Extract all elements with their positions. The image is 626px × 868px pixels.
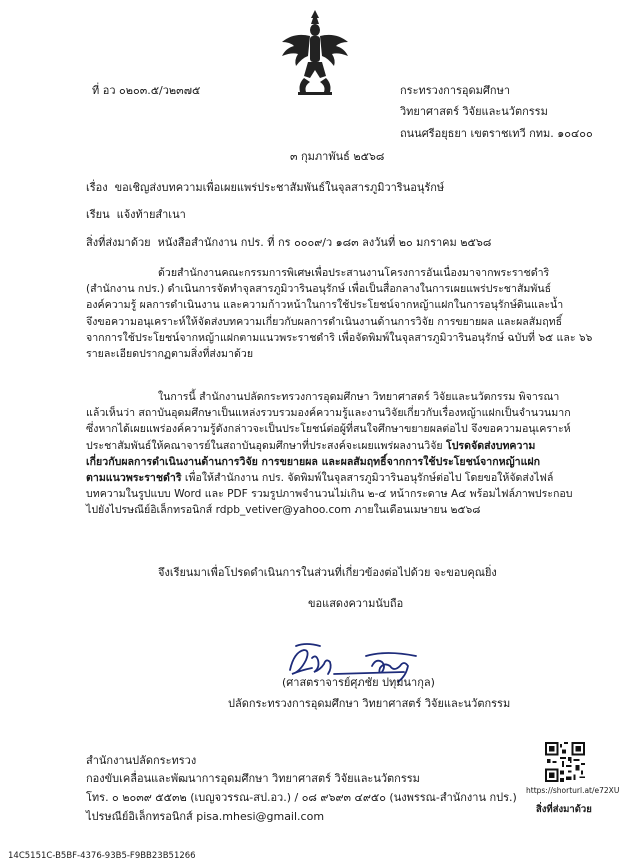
paragraph-line: ด้วยสำนักงานคณะกรรมการพิเศษเพื่อประสานงานโครงการอันเนื่องมาจากพระราชดำริ: [158, 267, 550, 279]
footer-email: ไปรษณีย์อิเล็กทรอนิกส์ pisa.mhesi@gmail.com: [86, 810, 325, 823]
closing-request: จึงเรียนมาเพื่อโปรดดำเนินการในส่วนที่เกี่ยวข้องต่อไปด้วย จะขอบคุณยิ่ง: [158, 566, 497, 579]
body-paragraph-2: [86, 389, 573, 519]
salutation-line: [86, 208, 186, 222]
paragraph-line: บทความในรูปแบบ Word และ PDF รวมรูปภาพจำนวนไม่เกิน ๒-๔ หน้ากระดาษ A๔ พร้อมไฟล์ภาพประกอบ: [86, 488, 573, 501]
signer-position: ปลัดกระทรวงการอุดมศึกษา วิทยาศาสตร์ วิจัยและนวัตกรรม: [228, 697, 511, 710]
document-id: 14C5151C-B5BF-4376-93B5-F9BB23B51266: [8, 851, 196, 861]
ministry-name-line2: วิทยาศาสตร์ วิจัยและนวัตกรรม: [400, 105, 548, 118]
subject-label: เรื่อง: [86, 181, 108, 194]
qr-code-icon[interactable]: [545, 742, 585, 782]
paragraph-bold-text: โปรดจัดส่งบทความ: [446, 439, 536, 452]
ministry-name: กระทรวงการอุดมศึกษา: [400, 84, 510, 97]
salutation-text: แจ้งท้ายสำเนา: [116, 208, 186, 221]
paragraph-line: ในการนี้ สำนักงานปลัดกระทรวงการอุดมศึกษา วิทยาศาสตร์ วิจัยและนวัตกรรม พิจารณา: [158, 391, 560, 403]
paragraph-line: แล้วเห็นว่า สถาบันอุดมศึกษาเป็นแหล่งรวบรวมองค์ความรู้และงานวิจัยเกี่ยวกับเรื่องหญ้าแฝกเป็นจำนวนมาก: [86, 407, 571, 420]
enclosure-text: หนังสือสำนักงาน กปร. ที่ กร ๐๐๐๙/ว ๑๘๓ ลงวันที่ ๒๐ มกราคม ๒๕๖๘: [157, 236, 492, 249]
paragraph-bold-text: ตามแนวพระราชดำริ: [86, 472, 182, 485]
paragraph-line: จึงขอความอนุเคราะห์ให้จัดส่งบทความเกี่ยวกับผลการดำเนินงานด้านการวิจัย การขยายผล และผลสัมฤทธิ์: [86, 315, 563, 328]
enclosure-label: สิ่งที่ส่งมาด้วย: [86, 236, 151, 249]
paragraph-line: รายละเอียดปรากฏตามสิ่งที่ส่งมาด้วย: [86, 348, 254, 361]
footer-division: กองขับเคลื่อนและพัฒนาการอุดมศึกษา วิทยาศาสตร์ วิจัยและนวัตกรรม: [86, 772, 420, 785]
paragraph-line: ซึ่งหากได้เผยแพร่องค์ความรู้ดังกล่าวจะเป็นประโยชน์ต่อผู้ที่สนใจศึกษาขยายผลต่อไป จึงขอความอนุเคราะห์: [86, 423, 571, 436]
paragraph-line: ไปยังไปรษณีย์อิเล็กทรอนิกส์ rdpb_vetiver@yahoo.com ภายในเดือนเมษายน ๒๕๖๘: [86, 504, 481, 517]
paragraph-line: [86, 470, 566, 486]
paragraph-text: เพื่อให้สำนักงาน กปร. จัดพิมพ์ในจุลสารภูมิวารินอนุรักษ์ต่อไป โดยขอให้จัดส่งไฟล์: [181, 472, 554, 485]
paragraph-line: [86, 438, 566, 454]
salutation-label: เรียน: [86, 208, 110, 221]
qr-caption: สิ่งที่ส่งมาด้วย: [536, 804, 592, 815]
qr-url-link[interactable]: https://shorturl.at/e72XU: [526, 786, 620, 795]
paragraph-text: ประชาสัมพันธ์ให้คณาจารย์ในสถาบันอุดมศึกษาที่ประสงค์จะเผยแพร่ผลงานวิจัย: [86, 439, 443, 452]
closing-salutation: ขอแสดงความนับถือ: [308, 597, 404, 610]
footer-office: สำนักงานปลัดกระทรวง: [86, 754, 197, 767]
paragraph-line: จากการใช้ประโยชน์จากหญ้าแฝกตามแนวพระราชดำริ เพื่อจัดพิมพ์ในจุลสารภูมิวารินอนุรักษ์ ฉบับที่ ๖๕ และ ๖๖: [86, 331, 593, 344]
signer-name: (ศาสตราจารย์ศุภชัย ปทุมนากุล): [282, 676, 435, 689]
ministry-address: ถนนศรีอยุธยา เขตราชเทวี กทม. ๑๐๔๐๐: [400, 127, 593, 140]
paragraph-line: องค์ความรู้ ผลการดำเนินงาน และความก้าวหน้าในการใช้ประโยชน์จากหญ้าแฝกในการอนุรักษ์ดินและน้ำ: [86, 299, 564, 312]
body-paragraph-1: [86, 265, 593, 362]
subject-line: [86, 181, 444, 195]
paragraph-line: (สำนักงาน กปร.) ดำเนินการจัดทำจุลสารภูมิวารินอนุรักษ์ เพื่อเป็นสื่อกลางในการเผยแพร่ประชาสัมพันธ์: [86, 283, 552, 296]
footer-phone: โทร. ๐ ๒๐๓๙ ๕๕๓๒ (เบญจวรรณ-สป.อว.) / ๐๘ ๙๖๙๓ ๔๙๕๐ (นงพรรณ-สำนักงาน กปร.): [86, 791, 517, 804]
paragraph-bold-line: เกี่ยวกับผลการดำเนินงานด้านการวิจัย การขยายผล และผลสัมฤทธิ์จากการใช้ประโยชน์จากหญ้าแฝก: [86, 455, 541, 468]
document-date: ๓ กุมภาพันธ์ ๒๕๖๘: [290, 150, 385, 163]
garuda-emblem-icon: [280, 6, 350, 98]
document-number: ที่ อว ๐๒๐๓.๕/ว๒๓๗๕: [92, 84, 201, 97]
enclosure-line: [86, 236, 491, 250]
subject-text: ขอเชิญส่งบทความเพื่อเผยแพร่ประชาสัมพันธ์ในจุลสารภูมิวารินอนุรักษ์: [114, 181, 445, 194]
